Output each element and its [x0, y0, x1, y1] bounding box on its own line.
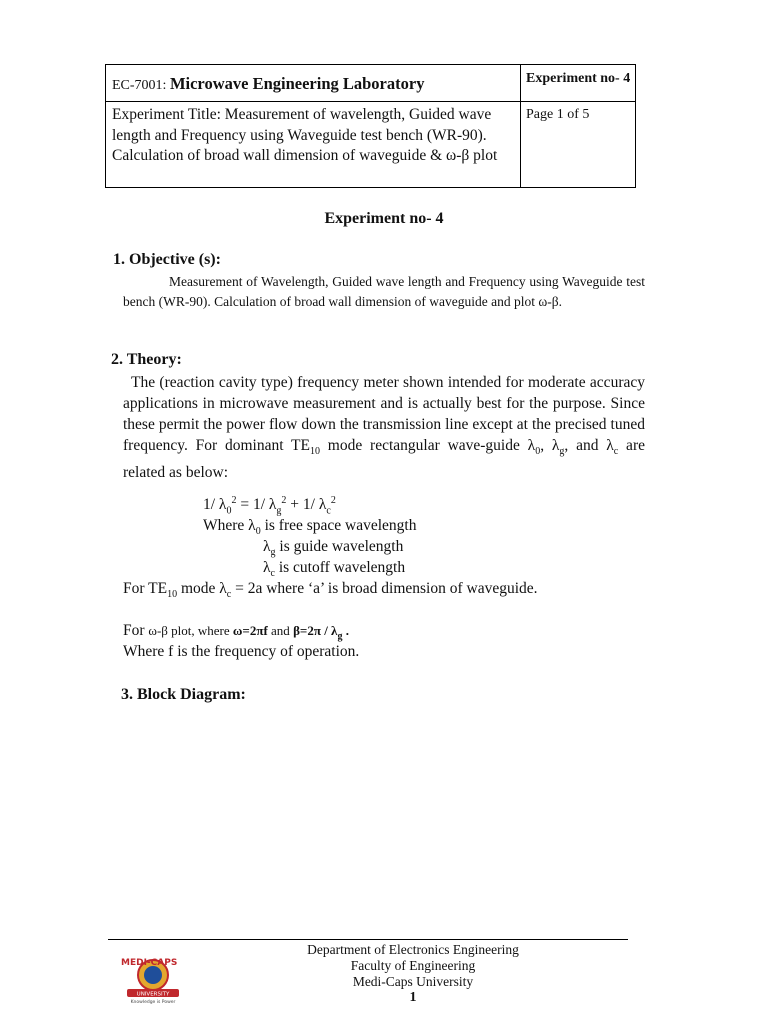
formula-part: 1/ λ [203, 496, 227, 514]
lambda-g-sub: g [559, 446, 565, 458]
footer-faculty: Faculty of Engineering [350, 958, 476, 973]
experiment-title: Experiment Title: Measurement of wavelength, Guided wave length and Frequency using Waveguide test bench (WR-90). Calculation of broad wall dimension of waveguide & ω-β plot [112, 106, 498, 164]
header-table [105, 64, 636, 188]
formula-sub: 0 [226, 505, 232, 517]
te-text: = 2a where ‘a’ is broad dimension of waveguide. [231, 580, 538, 597]
footer-rule [108, 939, 628, 940]
omega-text: For [123, 622, 149, 639]
formula-sup: 2 [231, 495, 237, 506]
where-lambda: λ [263, 559, 271, 576]
omega-equation: ω=2πf [232, 623, 268, 638]
header-experiment-number: Experiment no- 4 [526, 71, 631, 86]
page-title: Experiment no- 4 [324, 210, 444, 227]
where-sub: c [270, 568, 275, 580]
where-sub: g [270, 547, 276, 559]
omega-beta-line [123, 622, 349, 642]
logo-text: MEDI-CAPS [121, 958, 178, 968]
formula-sup: 2 [330, 495, 336, 506]
objective-text [123, 272, 645, 311]
omega-small: ω-β plot, where [148, 623, 233, 638]
logo-tagline: Knowledge is Power [130, 1000, 176, 1005]
logo-subtext: UNIVERSITY [136, 991, 170, 998]
logo-emblem-core [144, 966, 162, 984]
formula-sub: c [326, 505, 331, 517]
te-text: mode λ [177, 580, 227, 597]
theory-paragraph: The (reaction cavity type) frequency meter shown intended for moderate accuracy applications in microwave measurement and is actually best for the purpose. Since these permit the power flow down the transmission line except at the precised tuned frequency. For dominant $TE_{10}$ mode rectangular wave-guide $\lambda_0$, $\lambda_g$, and $\lambda_c$ are related as below: [123, 374, 645, 482]
course-code: EC-7001: [112, 78, 167, 93]
objective-heading: 1. Objective (s): [113, 251, 221, 268]
te-subscript: 10 [310, 446, 320, 458]
formula-part: = 1/ λ [236, 496, 277, 514]
course-heading [112, 74, 424, 94]
page-number: 1 [409, 990, 417, 1005]
beta-equation: β=2π / λ [293, 623, 338, 638]
footer-university: Medi-Caps University [352, 974, 474, 989]
block-diagram-heading: 3. Block Diagram: [121, 686, 246, 703]
beta-sub: g [337, 631, 343, 643]
formula-part: + 1/ λ [286, 496, 327, 514]
university-logo [115, 945, 191, 1005]
where-text: is free space wavelength [260, 517, 417, 534]
lambda-zero-sub: 0 [535, 446, 541, 458]
te-mode-line [123, 580, 538, 600]
omega-end: . [342, 623, 349, 638]
footer-department: Department of Electronics Engineering [307, 942, 519, 957]
where-lambda: λ [263, 538, 271, 555]
te-sub: 10 [167, 589, 178, 601]
page-indicator: Page 1 of 5 [526, 107, 590, 122]
te-text: For TE [123, 580, 168, 597]
where-text: is cutoff wavelength [274, 559, 406, 576]
where-cutoff [263, 559, 405, 579]
formula-sub: g [276, 505, 282, 517]
frequency-line: Where f is the frequency of operation. [123, 643, 360, 660]
theory-heading: 2. Theory: [111, 351, 182, 368]
where-guide [263, 538, 403, 558]
lambda-c-sub: c [613, 446, 619, 458]
wavelength-formula [203, 495, 336, 516]
header-divider-horizontal [106, 101, 635, 102]
where-text: is guide wavelength [275, 538, 404, 555]
omega-and: and [267, 623, 294, 638]
te-sub: c [226, 589, 232, 601]
header-divider-vertical [520, 65, 521, 187]
where-text: Where λ [203, 517, 256, 534]
objective-paragraph: Measurement of Wavelength, Guided wave length and Frequency using Waveguide test bench (WR-90). Calculation of broad wall dimension of waveguide and plot ω-β. [123, 274, 645, 309]
theory-related-text: are related as below: [123, 437, 645, 482]
where-free-space [203, 517, 417, 537]
theory-text-tail: mode rectangular wave-guide λ [320, 437, 536, 454]
where-sub: 0 [255, 526, 261, 538]
formula-sup: 2 [281, 495, 287, 506]
theory-text: The (reaction cavity type) frequency meter shown intended for moderate accuracy applications in microwave measurement and is actually best for the purpose. Since these permit the power flow down the transmission line except at the precised tuned frequency. For dominant TE [123, 374, 645, 454]
lab-name: Microwave Engineering Laboratory [169, 74, 425, 93]
